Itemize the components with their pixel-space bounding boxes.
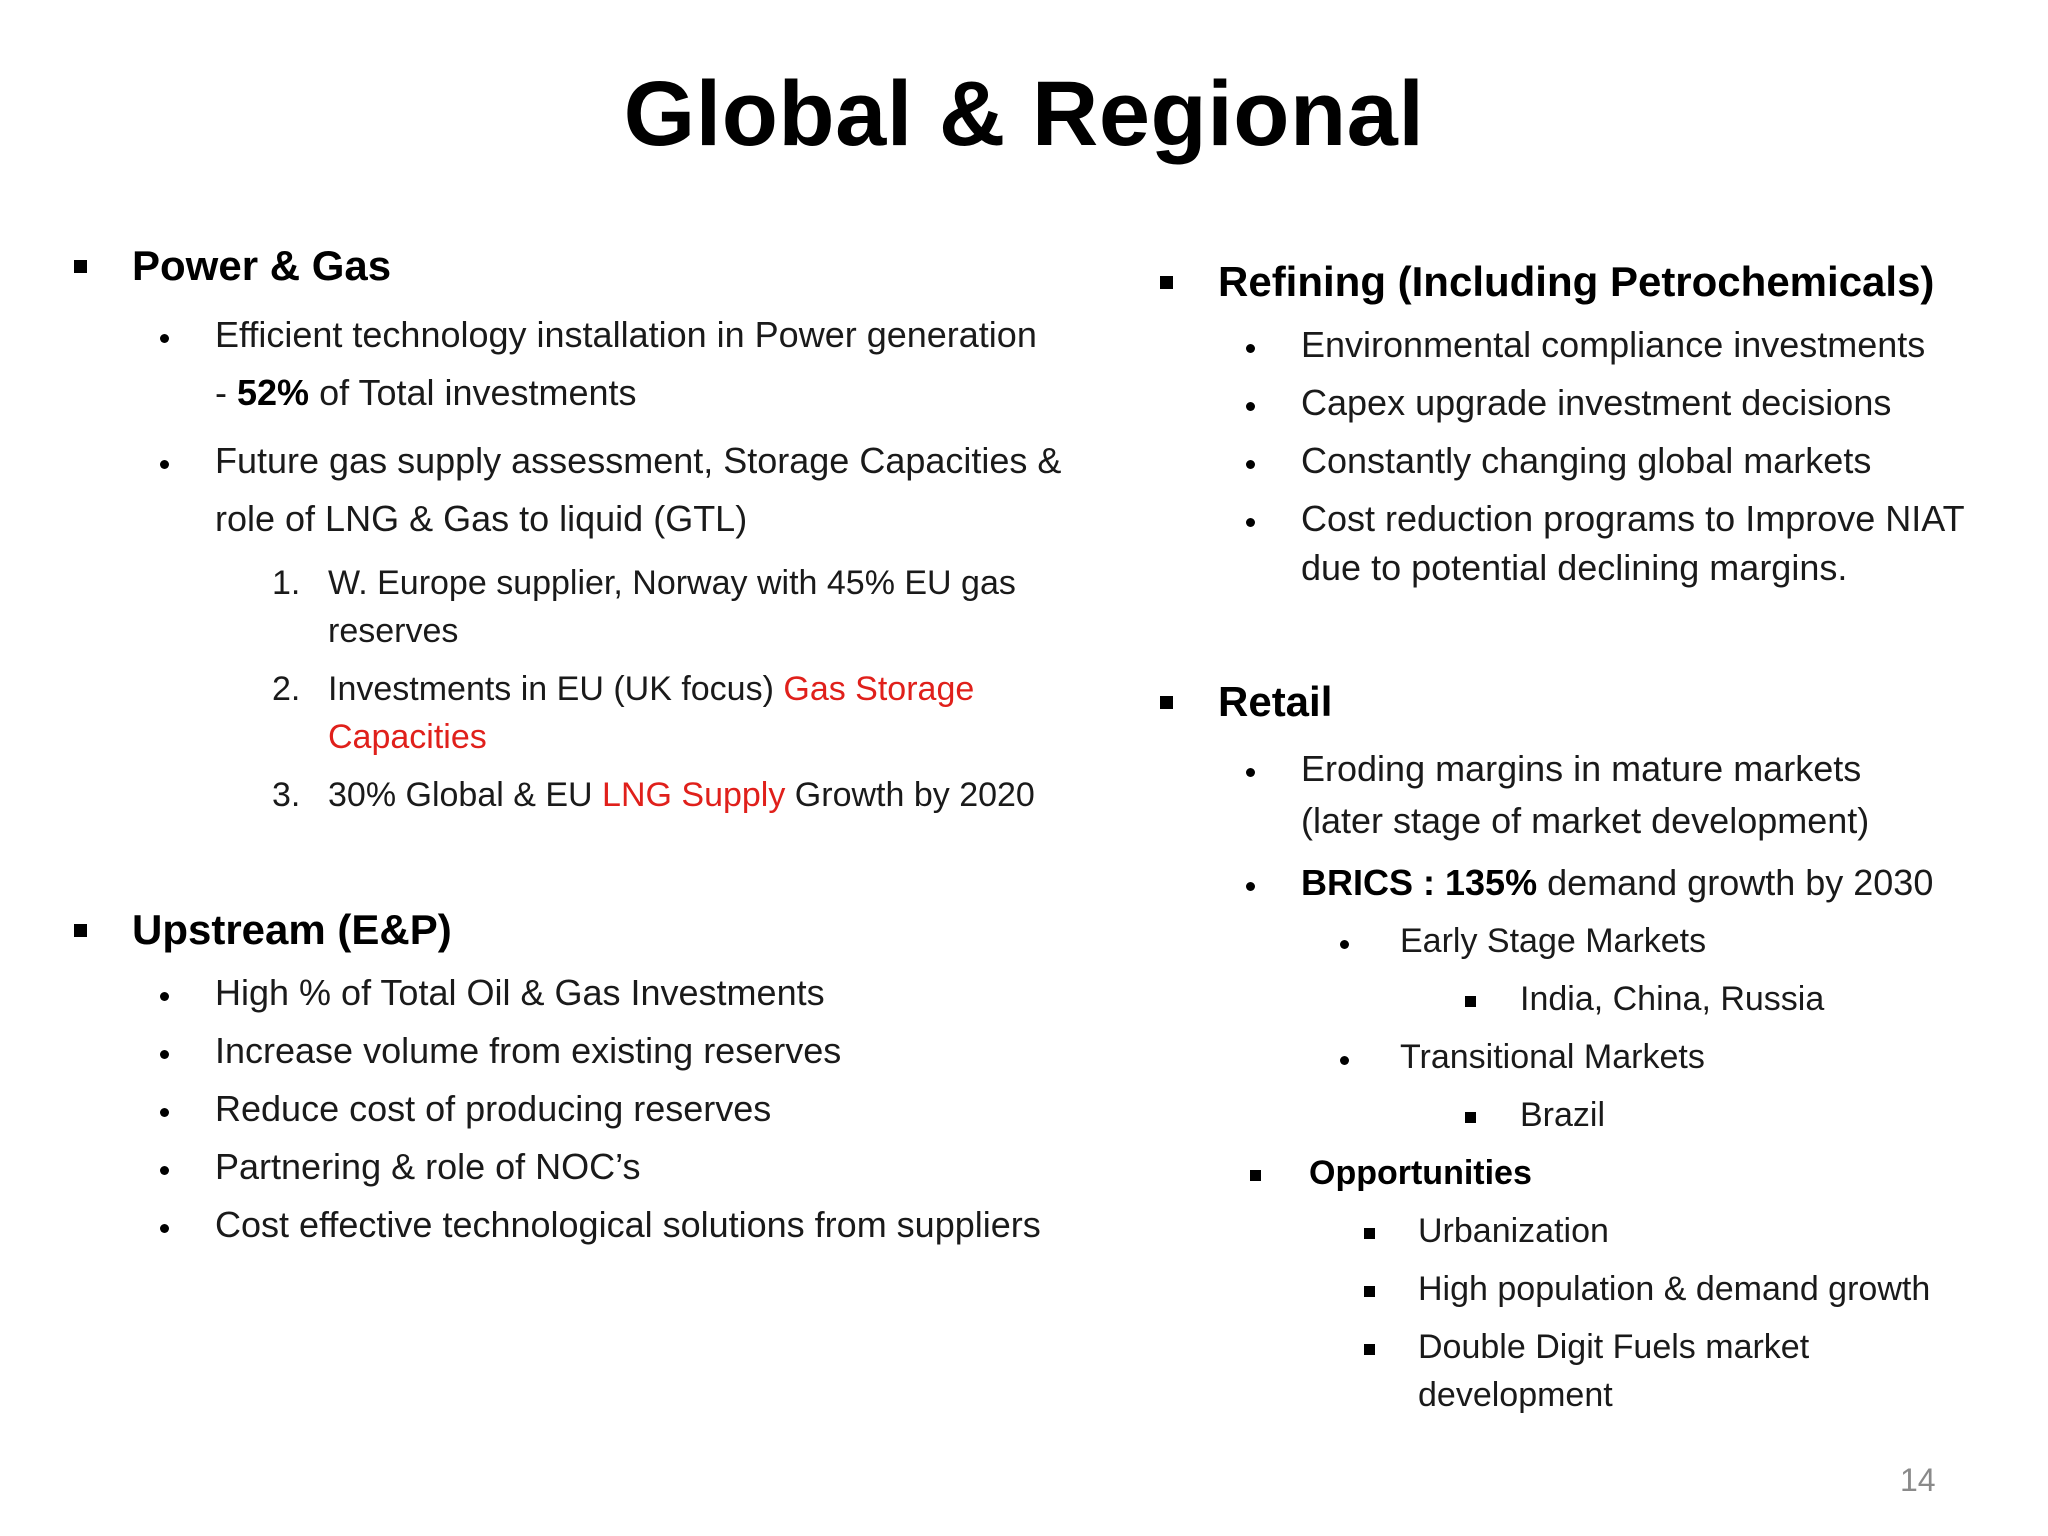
square-bullet-icon [1364, 1286, 1375, 1297]
square-bullet-icon [1465, 1112, 1476, 1123]
numbered-item-2-number: 2. [272, 670, 301, 708]
heading-upstream: Upstream (E&P) [132, 906, 452, 953]
numbered-item-2-line-2: Capacities [328, 718, 487, 756]
round-bullet-icon [1246, 768, 1255, 777]
square-bullet-icon [1160, 696, 1173, 709]
heading-opportunities: Opportunities [1309, 1154, 1532, 1192]
refining-bullet-4-line-2: due to potential declining margins. [1301, 547, 1848, 588]
square-bullet-icon [74, 260, 87, 273]
round-bullet-icon [1340, 940, 1349, 949]
refining-bullet-1: Environmental compliance investments [1301, 324, 1926, 365]
square-bullet-icon [1364, 1228, 1375, 1239]
numbered-item-1-number: 1. [272, 564, 301, 602]
round-bullet-icon [160, 460, 169, 469]
opportunity-3-line-2: development [1418, 1376, 1613, 1414]
round-bullet-icon [1246, 402, 1255, 411]
numbered-item-2-line-1: Investments in EU (UK focus) Gas Storage [328, 670, 975, 708]
power-gas-bullet-1-line-1: Efficient technology installation in Power generation [215, 314, 1037, 355]
round-bullet-icon [160, 1166, 169, 1175]
round-bullet-icon [1246, 344, 1255, 353]
round-bullet-icon [160, 1050, 169, 1059]
upstream-bullet-1: High % of Total Oil & Gas Investments [215, 972, 825, 1013]
retail-bullet-1-line-1: Eroding margins in mature markets [1301, 748, 1862, 789]
heading-refining: Refining (Including Petrochemicals) [1218, 258, 1935, 305]
round-bullet-icon [1246, 460, 1255, 469]
numbered-item-3-number: 3. [272, 776, 301, 814]
numbered-item-3: 30% Global & EU LNG Supply Growth by 2020 [328, 776, 1035, 814]
refining-bullet-4-line-1: Cost reduction programs to Improve NIAT [1301, 498, 1965, 539]
upstream-bullet-2: Increase volume from existing reserves [215, 1030, 842, 1071]
square-bullet-icon [1160, 276, 1173, 289]
upstream-bullet-3: Reduce cost of producing reserves [215, 1088, 772, 1129]
square-bullet-icon [1250, 1170, 1261, 1181]
early-stage-countries: India, China, Russia [1520, 980, 1825, 1018]
opportunity-1: Urbanization [1418, 1212, 1609, 1250]
numbered-item-1-line-1: W. Europe supplier, Norway with 45% EU gas [328, 564, 1016, 602]
power-gas-bullet-2-line-2: role of LNG & Gas to liquid (GTL) [215, 498, 748, 539]
opportunity-2: High population & demand growth [1418, 1270, 1931, 1308]
upstream-bullet-5: Cost effective technological solutions from suppliers [215, 1204, 1041, 1245]
round-bullet-icon [1246, 518, 1255, 527]
early-stage-markets: Early Stage Markets [1400, 922, 1707, 960]
transitional-markets: Transitional Markets [1400, 1038, 1705, 1076]
square-bullet-icon [1465, 996, 1476, 1007]
round-bullet-icon [1246, 882, 1255, 891]
transitional-countries: Brazil [1520, 1096, 1606, 1134]
heading-power-gas: Power & Gas [132, 242, 392, 289]
square-bullet-icon [1364, 1344, 1375, 1355]
round-bullet-icon [160, 992, 169, 1001]
round-bullet-icon [160, 1224, 169, 1233]
power-gas-bullet-2-line-1: Future gas supply assessment, Storage Capacities & [215, 440, 1062, 481]
refining-bullet-2: Capex upgrade investment decisions [1301, 382, 1892, 423]
round-bullet-icon [160, 334, 169, 343]
retail-bullet-2: BRICS : 135% demand growth by 2030 [1301, 862, 1934, 903]
numbered-item-1-line-2: reserves [328, 612, 459, 650]
retail-bullet-1-line-2: (later stage of market development) [1301, 800, 1870, 841]
power-gas-bullet-1-line-2: - 52% of Total investments [215, 372, 637, 413]
round-bullet-icon [1340, 1056, 1349, 1065]
square-bullet-icon [74, 924, 87, 937]
page-number: 14 [1900, 1462, 1936, 1498]
heading-retail: Retail [1218, 678, 1333, 725]
refining-bullet-3: Constantly changing global markets [1301, 440, 1872, 481]
round-bullet-icon [160, 1108, 169, 1117]
upstream-bullet-4: Partnering & role of NOC’s [215, 1146, 641, 1187]
slide-title: Global & Regional [623, 63, 1425, 165]
opportunity-3-line-1: Double Digit Fuels market [1418, 1328, 1810, 1366]
